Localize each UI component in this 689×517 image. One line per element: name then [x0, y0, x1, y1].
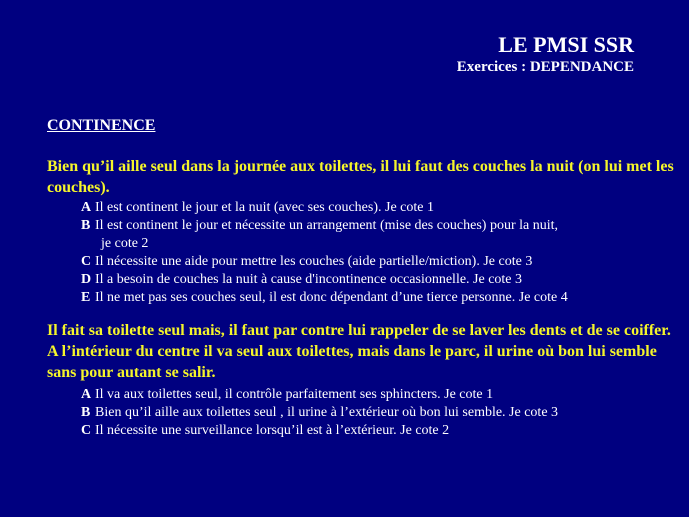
option-b-continuation: je cote 2	[101, 236, 149, 251]
slide-header	[457, 32, 634, 76]
option-letter: D	[81, 272, 92, 287]
option-c	[81, 253, 686, 271]
option-d	[81, 271, 686, 289]
option-letter: B	[81, 218, 91, 233]
option-text: Il nécessite une surveillance lorsqu’il est à l’extérieur. Je cote 2	[95, 423, 450, 438]
option-letter: A	[81, 387, 92, 402]
option-text: Il nécessite une aide pour mettre les couches (aide partielle/miction). Je cote 3	[95, 254, 533, 269]
case-1-options	[81, 199, 686, 307]
option-letter: E	[81, 290, 91, 305]
option-b	[81, 404, 686, 422]
option-text: Il a besoin de couches la nuit à cause d'incontinence occasionnelle. Je cote 3	[95, 272, 523, 287]
section-title: CONTINENCE	[47, 117, 156, 134]
option-letter: A	[81, 200, 92, 215]
option-text: Il va aux toilettes seul, il contrôle parfaitement ses sphincters. Je cote 1	[95, 387, 494, 402]
case-2-options	[81, 386, 686, 440]
option-b	[81, 217, 686, 235]
slide-title: LE PMSI SSR	[498, 32, 634, 57]
option-text: Bien qu’il aille aux toilettes seul , il urine à l’extérieur où bon lui semble. Je cote 3	[95, 405, 559, 420]
option-c	[81, 422, 686, 440]
option-a	[81, 386, 686, 404]
slide-subtitle: Exercices : DEPENDANCE	[456, 59, 634, 75]
option-letter: C	[81, 423, 92, 438]
option-text: Il ne met pas ses couches seul, il est donc dépendant d’une tierce personne. Je cote 4	[95, 290, 568, 305]
option-letter: C	[81, 254, 92, 269]
case-2-statement: Il fait sa toilette seul mais, il faut par contre lui rappeler de se laver les dents et de se coiffer. A l’intérieur du centre il va seul aux toilettes, mais dans le parc, il urine où bon lui semble sans pour autant se salir.	[47, 322, 671, 381]
option-text: Il est continent le jour et nécessite un arrangement (mise des couches) pour la nuit,	[95, 218, 559, 233]
option-a	[81, 199, 686, 217]
option-letter: B	[81, 405, 91, 420]
option-e	[81, 289, 686, 307]
option-text: Il est continent le jour et la nuit (avec ses couches). Je cote 1	[95, 200, 434, 215]
case-1-statement: Bien qu’il aille seul dans la journée aux toilettes, il lui faut des couches la nuit (on lui met les couches).	[47, 158, 674, 196]
